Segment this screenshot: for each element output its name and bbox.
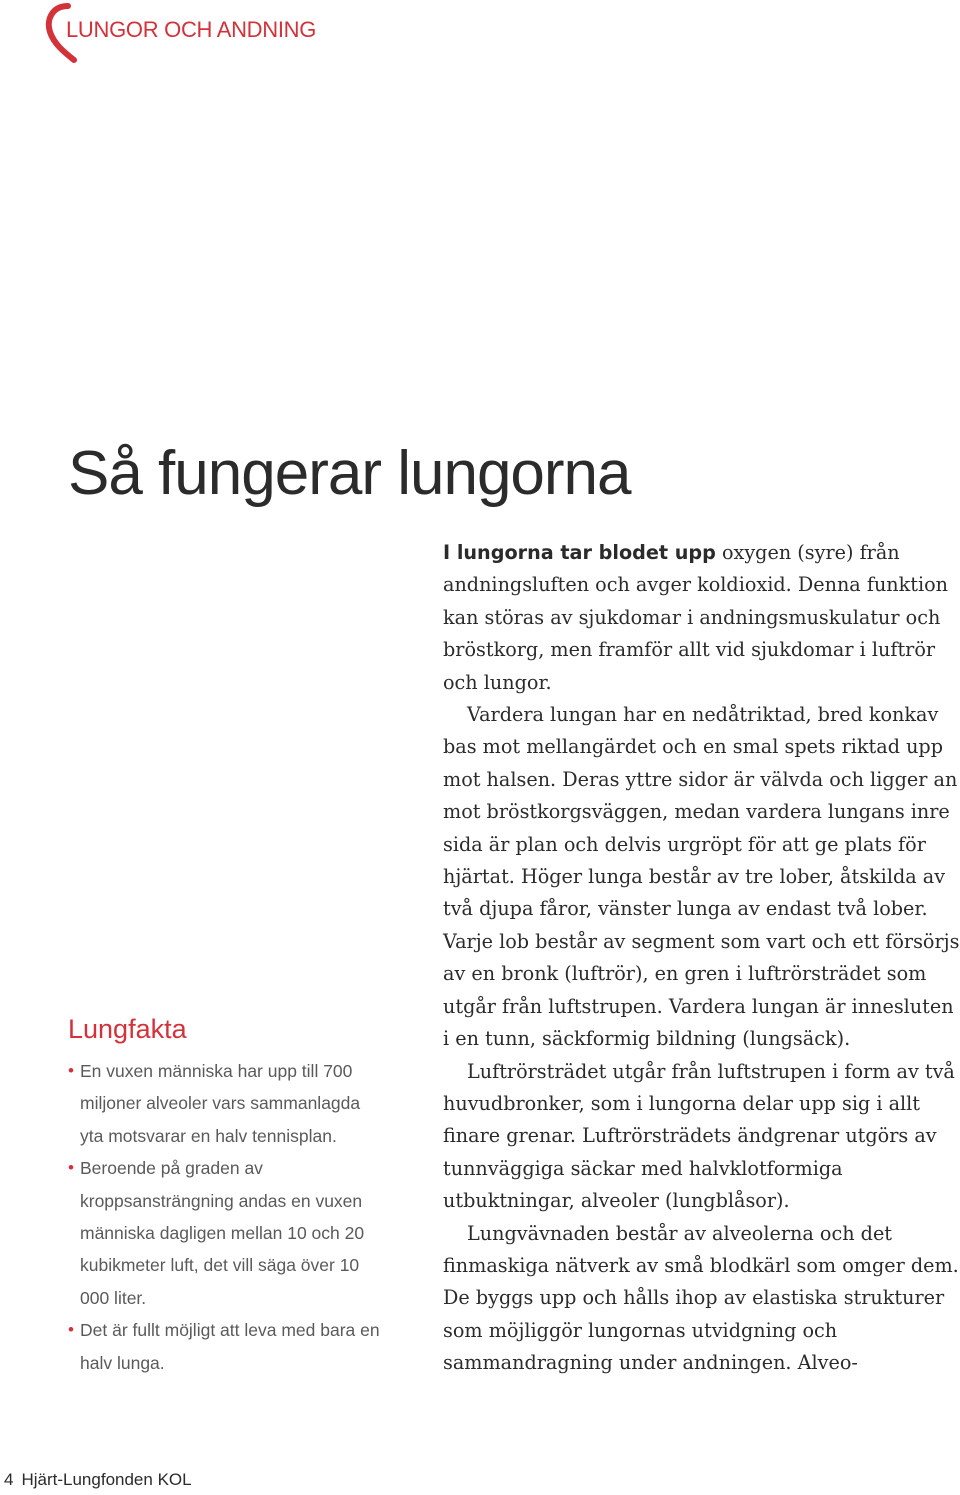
bullet-icon: • <box>68 1158 74 1178</box>
fact-box <box>68 1014 388 1379</box>
page-footer <box>4 1470 192 1490</box>
article-body <box>443 537 960 1380</box>
lead-in: I lungorna tar blodet upp <box>443 541 716 564</box>
series-name: KOL <box>157 1470 192 1489</box>
section-header <box>44 2 444 62</box>
bullet-icon: • <box>68 1320 74 1340</box>
section-label: LUNGOR OCH ANDNING <box>66 17 317 42</box>
article-paragraph: Luftrörsträdet utgår från luftstrupen i form av två huvudbronker, som i lungorna delar upp sig i allt finare grenar. Luftrörsträdets ändgrenar utgörs av tunnväggiga säckar med halvklotformiga utbuktningar, alveoler (lungblåsor). <box>443 1059 955 1213</box>
publisher-name: Hjärt-Lungfonden <box>21 1470 153 1489</box>
fact-text: Det är fullt möjligt att leva med bara en halv lunga. <box>80 1320 380 1373</box>
fact-item <box>68 1314 388 1379</box>
fact-text: Beroende på graden av kroppsansträngning andas en vuxen människa dagligen mellan 10 och 20 kubikmeter luft, det vill säga över 10 000 liter. <box>80 1158 365 1308</box>
fact-item <box>68 1152 388 1314</box>
article-paragraph: Lungvävnaden består av alveolerna och det finmaskiga nätverk av små blodkärl som omger dem. De byggs upp och hålls ihop av elastiska strukturer som möjliggör lungornas utvidgning och sammandragning under andningen. Alveo- <box>443 1221 959 1375</box>
article-paragraph: Vardera lungan har en nedåtriktad, bred konkav bas mot mellangärdet och en smal spets riktad upp mot halsen. Deras yttre sidor är välvda och ligger an mot bröstkorgsväggen, medan vardera lungans inre sida är plan och delvis urgröpt för att ge plats för hjärtat. Höger lunga består av tre lober, åtskilda av två djupa fåror, vänster lunga av endast två lober. Varje lob består av segment som vart och ett försörjs av en bronk (luftrör), en gren i luftrörsträdet som utgår från luftstrupen. Vardera lungan är innesluten i en tunn, säckformig bildning (lungsäck). <box>443 703 960 1051</box>
article-paragraph <box>443 537 960 699</box>
page-number: 4 <box>4 1470 14 1489</box>
fact-text: En vuxen människa har upp till 700 miljoner alveoler vars sammanlagda yta motsvarar en halv tennisplan. <box>80 1061 361 1146</box>
fact-list <box>68 1055 388 1379</box>
fact-box-heading: Lungfakta <box>68 1014 187 1044</box>
page-title: Så fungerar lungorna <box>68 439 631 508</box>
bullet-icon: • <box>68 1061 74 1080</box>
fact-item <box>68 1055 388 1152</box>
paragraph-text: oxygen (syre) från andningsluften och avger koldioxid. Denna funktion kan störas av sjukdomar i andningsmuskulatur och bröstkorg, men framför allt vid sjukdomar i luftrör och lungor. <box>443 541 949 694</box>
